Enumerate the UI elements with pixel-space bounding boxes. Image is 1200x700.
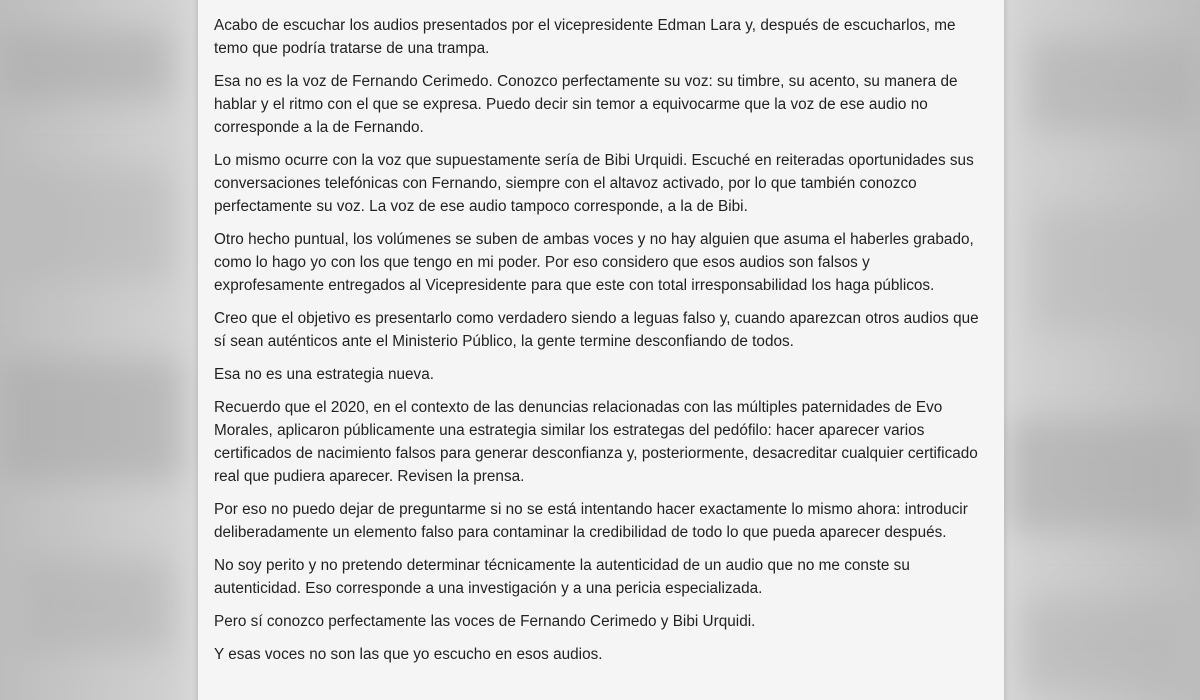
blurred-background-right (1025, 600, 1185, 690)
blurred-background-left (0, 360, 180, 480)
blurred-background-left (10, 170, 170, 280)
post-paragraph: Esa no es la voz de Fernando Cerimedo. Conozco perfectamente su voz: su timbre, su acento, su manera de hablar y el ritmo con el que se expresa. Puedo decir sin temor a equivocarme que la voz de ese audio no corresponde a la de Fernando. (214, 73, 958, 136)
blurred-background-right (1030, 40, 1200, 130)
post-paragraph: Y esas voces no son las que yo escucho en esos audios. (214, 646, 603, 663)
blurred-background-left (20, 560, 170, 650)
blurred-background-left (0, 30, 170, 100)
post-paragraph: Creo que el objetivo es presentarlo como verdadero siendo a leguas falso y, cuando aparezcan otros audios que sí sean auténticos ante el Ministerio Público, la gente termine desconfiando de todos. (214, 310, 979, 350)
post-body (214, 14, 984, 676)
post-paragraph: Esa no es una estrategia nueva. (214, 366, 435, 383)
post-paragraph: Recuerdo que el 2020, en el contexto de las denuncias relacionadas con las múltiples paternidades de Evo Morales, aplicaron públicamente una estrategia similar los estrategas del pedófilo: hacer aparecer varios certificados de nacimiento falsos para generar desconfianza y, posteriormente, desacreditar cualquier certificado real que pudiera aparecer. Revisen la prensa. (214, 399, 978, 485)
post-paragraph: Por eso no puedo dejar de preguntarme si no se está intentando hacer exactamente lo mismo ahora: introducir deliberadamente un elemento falso para contaminar la credibilidad de todo lo que pueda aparecer después. (214, 501, 968, 541)
post-paragraph: Lo mismo ocurre con la voz que supuestamente sería de Bibi Urquidi. Escuché en reiteradas oportunidades sus conversaciones telefónicas con Fernando, siempre con el altavoz activado, por lo que también conozco perfectamente su voz. La voz de ese audio tampoco corresponde, a la de Bibi. (214, 152, 974, 215)
post-paragraph: No soy perito y no pretendo determinar técnicamente la autenticidad de un audio que no me conste su autenticidad. Eso corresponde a una investigación y a una pericia especializada. (214, 557, 910, 597)
blurred-background-right (1035, 210, 1195, 330)
post-paragraph: Acabo de escuchar los audios presentados por el vicepresidente Edman Lara y, después de escucharlos, me temo que podría tratarse de una trampa. (214, 17, 956, 57)
blurred-background-right (1010, 420, 1200, 530)
social-post-card (198, 0, 1004, 700)
post-paragraph: Pero sí conozco perfectamente las voces de Fernando Cerimedo y Bibi Urquidi. (214, 613, 756, 630)
post-paragraph: Otro hecho puntual, los volúmenes se suben de ambas voces y no hay alguien que asuma el haberles grabado, como lo hago yo con los que tengo en mi poder. Por eso considero que esos audios son falsos y exprofesamente entregados al Vicepresidente para que este con total irresponsabilidad los haga públicos. (214, 231, 974, 294)
